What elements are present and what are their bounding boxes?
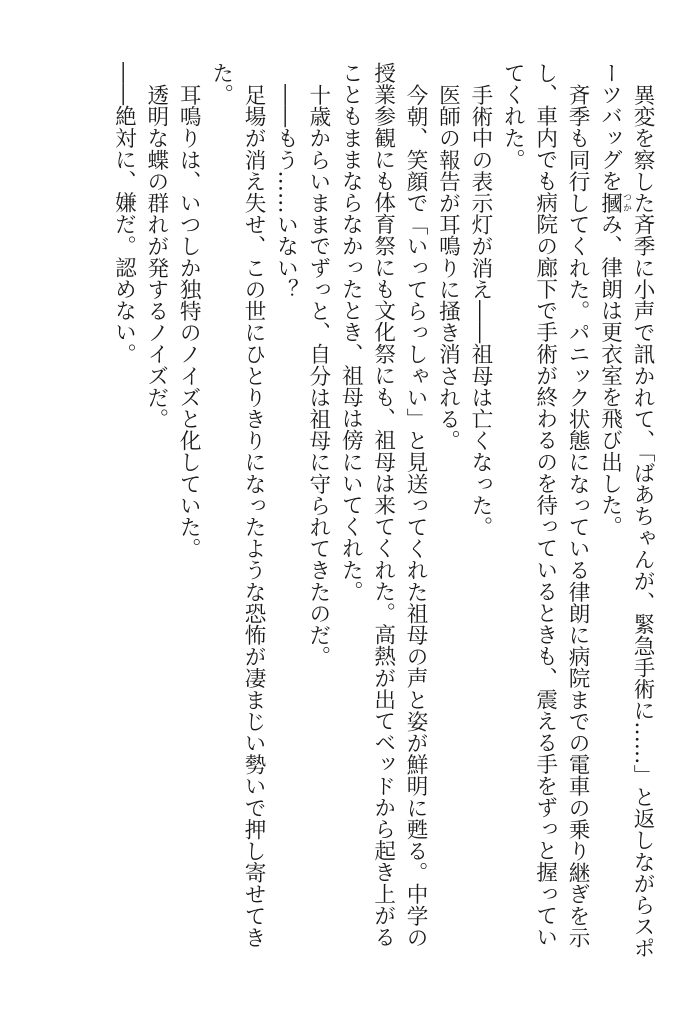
paragraph-5: 今朝、笑顔で「いってらっしゃい」と見送ってくれた祖母の声と姿が鮮明に甦る。中学の授業参観にも体育祭にも文化祭にも、祖母は来てくれた。高熱が出てベッドから起き上がることもままならなかったとき、祖母は傍にいてくれた。 <box>338 62 429 948</box>
paragraph-8: 足場が消え失せ、この世にひとりきりになったような恐怖が凄まじい勢いで押し寄せてきた。 <box>208 62 267 948</box>
paragraph-1-tail: み、律朗は更衣室を飛び出した。 <box>597 213 623 538</box>
ruby-annotation <box>597 191 631 214</box>
paragraph-1 <box>593 62 658 962</box>
ruby-reading: つか <box>621 191 631 214</box>
paragraph-9: 耳鳴りは、いつしか独特のノイズと化していた。 <box>176 83 202 559</box>
paragraph-7: ――もう……いない？ <box>273 83 299 300</box>
paragraph-6: 十歳からいままでずっと、自分は祖母に守られてきたのだ。 <box>305 83 331 667</box>
paragraph-1-text: 異変を察した斉季に小声で訊かれて、「ばあちゃんが、緊急手術に……」と返しながらスポーツバッグを <box>597 62 655 959</box>
paragraph-3: 手術中の表示灯が消え――祖母は亡くなった。 <box>467 83 493 538</box>
paragraph-2: 斉季も同行してくれた。パニック状態になっている律朗に病院までの電車の乗り継ぎを示し、車内でも病院の廊下で手術が終わるのを待っているときも、震える手をずっと握っていてくれた。 <box>500 62 591 948</box>
ruby-base: 摑 <box>597 191 623 214</box>
paragraph-10: 透明な蝶の群れが発するノイズだ。 <box>143 83 169 430</box>
vertical-text-body <box>107 62 658 962</box>
paragraph-4: 医師の報告が耳鳴りに掻き消される。 <box>435 83 461 451</box>
paragraph-11: ――絶対に、嫌だ。認めない。 <box>111 62 137 365</box>
